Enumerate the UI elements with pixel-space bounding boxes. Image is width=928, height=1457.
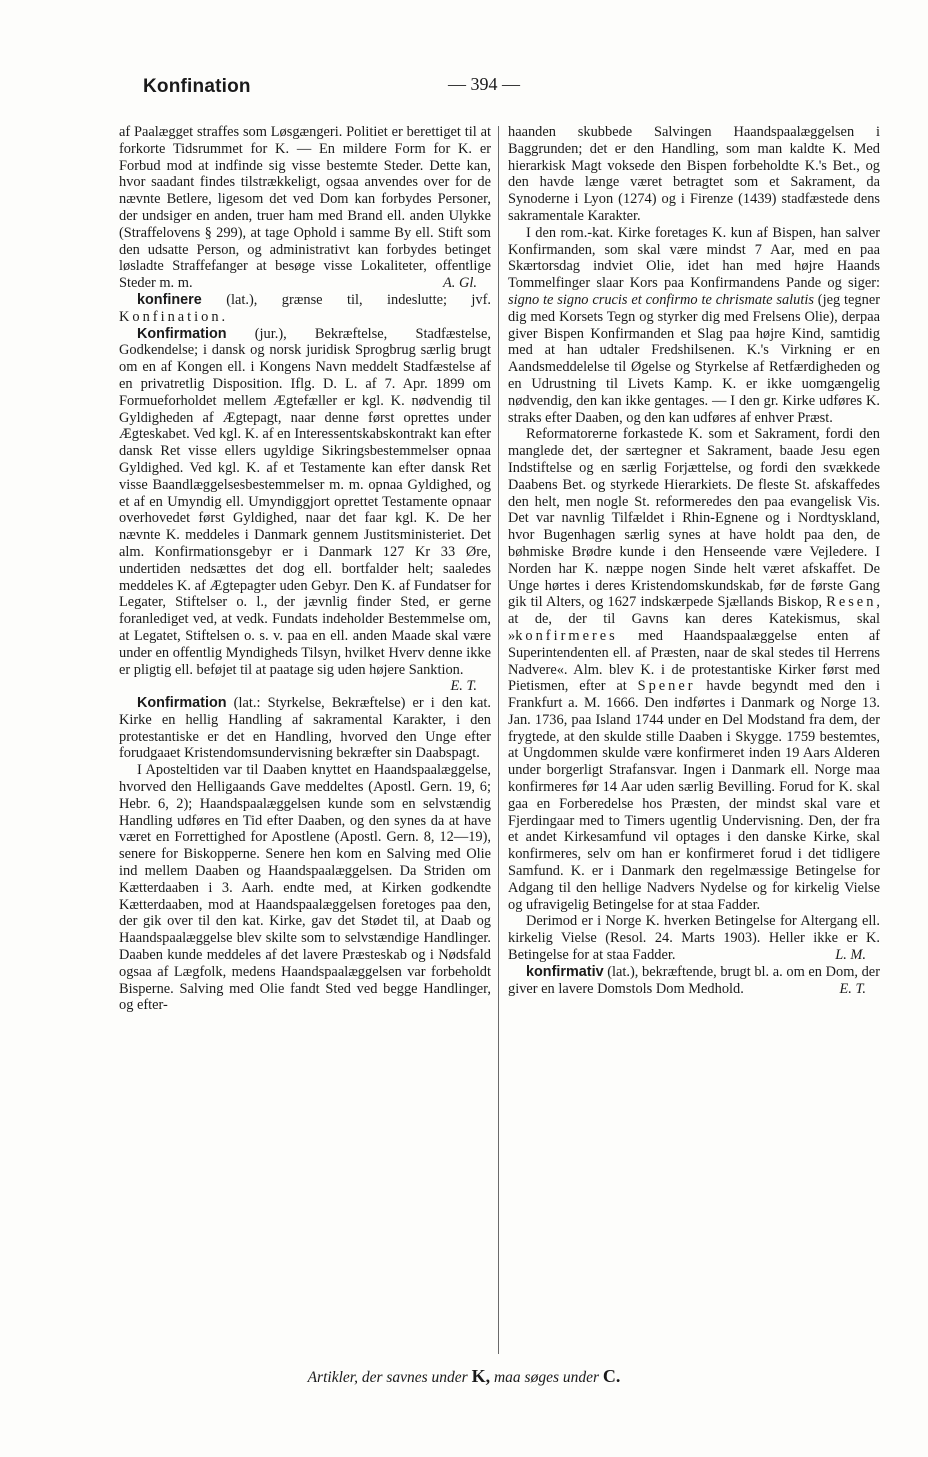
- letter-c: C.: [602, 1366, 621, 1386]
- footer-text: Artikler, der savnes under: [307, 1369, 472, 1386]
- column-divider: [498, 126, 499, 1354]
- page-number: — 394 —: [448, 74, 520, 94]
- author-signature: E. T.: [450, 678, 477, 695]
- right-column: [508, 124, 880, 997]
- author-signature: E. T.: [839, 980, 866, 997]
- headword: Konfirmation: [137, 695, 227, 712]
- entry-konfinere: [119, 292, 491, 326]
- entry-konfirmation-jur: [119, 325, 491, 695]
- paragraph-konfination-cont: [119, 124, 491, 292]
- paragraph-text: af Paalægget straffes som Løsgængeri. Politiet er berettiget til at forkorte Tidsrummet for K. — En mildere Form for K. er Forbud mod at indfinde sig visse bestemte Steder. Dette kan, hvor saadant findes tilstrækkeligt, ogsaa anvendes over for de nævnte Betlere, ligesom det ved Dom kan forbydes Personer, der undsiger en anden, truer ham med Brand ell. anden Ulykke (Straffelovens § 299), at tage Ophold i samme By ell. Stift som den udsatte Person, og administrativt kan forbydes betinget løsladte Straffefanger at besøge visse Lokaliteter, offentlige Steder m. m.: [119, 124, 491, 292]
- cross-reference: Konfination.: [119, 308, 229, 325]
- entry-text: (lat.), bekræftende, brugt bl. a. om en Dom, der giver en lavere Domstols Dom Medhold.: [508, 963, 880, 997]
- headword: konfirmativ: [526, 963, 604, 980]
- headword: konfinere: [137, 291, 202, 308]
- footer-note: [0, 1366, 928, 1387]
- author-signature: L. M.: [835, 947, 866, 964]
- footer-text: maa søges under: [490, 1369, 603, 1386]
- paragraph-text: , at de, der til Gavns kan deres Katekismus, skal »: [508, 594, 880, 644]
- paragraph-aposteltiden: I Aposteltiden var til Daaben knyttet en Haandspaalæggelse, hvorved den Helligaands Gave meddeltes (Apostl. Gern. 19, 6; Hebr. 6, 2); Haandspaalæggelsen kunde som en selvstændig Handling udføres en Tid efter Daaben, og den synes da at have været en Forrettighed for Apostlene (Apostl. Gern. 8, 12—19), senere for Biskopperne. Senere hen kom en Salving med Olie ind mellem Daaben og Haandspaalæggelsen. Da Striden om Kætterdaaben i 3. Aarh. endte med, at Kirken godkendte Kætterdaaben, mod at Haandspaalæggelsen foretoges paa den, der gik over til den kat. Kirke, gav det Stødet til, at Daab og Haandspaalæggelse blev skilte som to selvstændige Handlinger. Daaben kunde meddeles af det lavere Præsteskab og i Nødsfald ogsaa af Lægfolk, medens Haandspaalæggelsen var forbeholdt Bisperne. Salving med Olie fandt Sted ved begge Handlinger, og efter-: [119, 762, 491, 1014]
- running-head: Konfination: [143, 76, 251, 97]
- name-resen: Resen: [826, 594, 877, 611]
- paragraph-text: Reformatorerne forkastede K. som et Sakrament, fordi den manglede det, der særtegner et Sakrament, baade Jesu egen Indstiftelse og en særlig Forjættelse, og fordi den svækkede Daabens Bet. og styrkede Hierarkiets. De fleste St. afskaffedes den helt, men nogle St. reformeredes den paa evangelisk Vis. Det var navnlig Tilfældet i Rhin-Egnene og i Nordtyskland, hvor Bugenhagen særlig synes at have holdt paa den, de bøhmiske Brødre kunde i den Henseende være Vejledere. I Norden har K. næppe nogen Sinde helt været afskaffet. De Unge hørtes i deres Kristendomskundskab, før de første Gang gik til Alters, og 1627 indskærpede Sjællands Biskop,: [508, 426, 880, 611]
- left-column: [119, 124, 491, 1014]
- paragraph-romkat: [508, 225, 880, 427]
- paragraph-text: (jeg tegner dig med Korsets Tegn og styrker dig med Frelsens Olie), derpaa giver Bispen Konfirmanden et Slag paa højre Kind, samtidig med at han udtaler Fredshilsenen. K.'s Virkning er en Aandsmeddelelse til Øgelse og Styrkelse af Retfærdigheden og en Udrustning til Livets Kamp. K. er ikke uomgængelig nødvendig, den kan ikke gentages. — I den gr. Kirke udføres K. straks efter Daaben, og den kan udføres af enhver Præst.: [508, 291, 880, 426]
- paragraph-text: I den rom.-kat. Kirke foretages K. kun af Bispen, han salver Konfirmanden, som skal være mindst 7 Aar, med en paa Skærtorsdag indviet Olie, idet han med højre Haands Tommelfinger slaar Kors paa Konfirmandens Pande og siger:: [508, 224, 880, 292]
- paragraph-continuation: haanden skubbede Salvingen Haandspaalæggelsen i Baggrunden; det er den Handling, som man kaldte K. Med hierarkisk Magt voksede den Bispen forbeholdte K.'s Bet., og den havde længe været betragtet som et Sakrament, da Synoderne i Lyon (1274) og i Firenze (1439) stadfæstede dens sakramentale Karakter.: [508, 124, 880, 224]
- entry-text: (jur.), Bekræftelse, Stadfæstelse, Godkendelse; i dansk og norsk juridisk Sprogbrug særlig brugt om en af Kongen ell. i Kongens Navn meddelt Stadfæstelse af en privatretlig Disposition. Iflg. D. L. af 7. Apr. 1899 om Formueforholdet mellem Ægtefæller er kgl. K. nødvendig til Gyldigheden af Ægtepagt, naar denne først oprettes under Ægteskabet. Ved kgl. K. af en Interessentskabskontrakt kan efter dansk Ret visse ellers ugyldige Sikringsbestemmelser opnaa Gyldighed. Ved kgl. K. af et Testamente kan efter dansk Ret visse Baandlæggelsesbestemmelser m. m. opnaa Gyldighed, og et af en Umyndig ell. Umyndiggjort oprettet Testamente opnaar overhovedet først Gyldighed, naar det faar kgl. K. De her nævnte K. meddeles i Danmark gennem Justitsministeriet. Det alm. Konfirmationsgebyr er i Danmark 127 Kr 33 Øre, undertiden nedsættes det dog ell. bortfalder helt; saaledes meddeles K. af Ægtepagter uden Gebyr. Den K. af Fundatser for Legater, Stiftelser o. l., der jævnlig finder Sted, er gerne foranlediget ved, at vedk. Fundats indeholder Bestemmelse om, at Legatet, Stiftelsen o. s. v. paa en ell. anden Maade skal være under en offentlig Myndigheds Tilsyn, hvilket Hverv denne ikke er pligtig ell. beføjet til at paatage sig uden højere Sanktion.: [119, 325, 491, 678]
- letter-k: K,: [471, 1366, 491, 1386]
- entry-konfirmativ: [508, 964, 880, 998]
- paragraph-reformatorerne: [508, 426, 880, 913]
- entry-text: (lat.), grænse til, indeslutte; jvf.: [201, 291, 491, 308]
- paragraph-text: Derimod er i Norge K. hverken Betingelse for Altergang ell. kirkelig Vielse (Resol. 24. Marts 1903). Heller ikke er K. Betingelse for at staa Fadder.: [508, 913, 880, 964]
- word-konfirmeres: konfirmeres: [515, 627, 618, 644]
- headword: Konfirmation: [137, 325, 227, 342]
- paragraph-text: med Haandspaalæggelse enten af Superintendenten ell. af Præsten, naar de skal stedes til Herrens Nadvere«. Alm. blev K. i de protestantiske Kirker først med Pietismen, efter at: [508, 627, 880, 695]
- entry-text: (lat.: Styrkelse, Bekræftelse) er i den kat. Kirke en hellig Handling af sakramental Karakter, i den protestantiske er det en Handling, hvorved den Unge efter forudgaaet Kristendomsundervisning bekræfter sin Daabspagt.: [119, 695, 491, 762]
- entry-konfirmation-lat: [119, 695, 491, 762]
- name-spener: Spener: [637, 678, 696, 695]
- author-signature: A. Gl.: [443, 275, 477, 292]
- paragraph-text: havde begyndt med den i Frankfurt a. M. 1666. Den indførtes i Danmark og Norge 13. Jan. 1736, paa Island 1744 under en Del Modstand fra dem, der frygtede, at den skulde stille Daaben i Skygge. 1759 bestemtes, at Ungdommen skulde være konfirmeret inden 19 Aars Alderen under borgerligt Strafansvar. Ingen i Danmark ell. Norge maa konfirmeres før 14 Aar uden særlig Bevilling. Forud for K. skal gaa en Forberedelse hos Præsten, der mindst skal vare et Fjerdingaar med to Timers ugentlig Undervisning. Den, der fra et andet Kirkesamfund vil optages i den danske Kirke, skal konfirmeres, selv om han er konfirmeret forud i det tidligere Samfund. K. er i Danmark den regelmæssige Betingelse for Adgang til den hellige Nadvers Nydelse og for kirkelig Vielse og ufravigelig Betingelse for at staa Fadder.: [508, 678, 880, 913]
- paragraph-derimod: [508, 913, 880, 963]
- latin-formula: signo te signo crucis et confirmo te chrismate salutis: [508, 291, 814, 308]
